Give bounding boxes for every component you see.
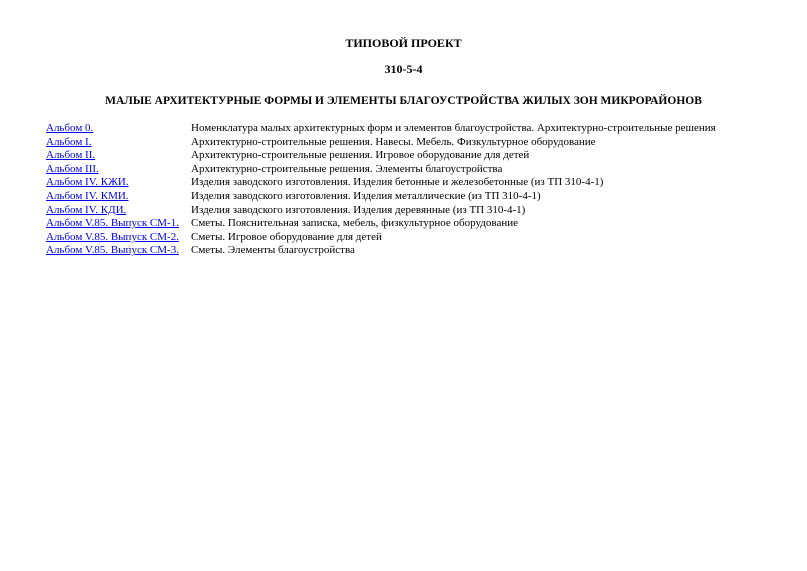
document-title: ТИПОВОЙ ПРОЕКТ [345, 36, 462, 50]
album-link[interactable]: Альбом I. [46, 135, 92, 148]
album-description: Изделия заводского изготовления. Изделия деревянные (из ТП 310-4-1) [191, 203, 526, 216]
list-item [46, 149, 786, 163]
album-description: Сметы. Пояснительная записка, мебель, физкультурное оборудование [191, 217, 518, 230]
album-link[interactable]: Альбом V.85. Выпуск СМ-2. [46, 230, 179, 243]
album-link[interactable]: Альбом IV. КМИ. [46, 189, 129, 202]
album-description: Изделия заводского изготовления. Изделия металлические (из ТП 310-4-1) [191, 189, 541, 202]
document-heading: МАЛЫЕ АРХИТЕКТУРНЫЕ ФОРМЫ И ЭЛЕМЕНТЫ БЛАГОУСТРОЙСТВА ЖИЛЫХ ЗОН МИКРОРАЙОНОВ [105, 95, 702, 107]
list-item [46, 204, 786, 218]
list-item [46, 190, 786, 204]
list-item [46, 217, 786, 231]
list-item [46, 163, 786, 177]
album-link[interactable]: Альбом IV. КЖИ. [46, 176, 129, 189]
album-description: Архитектурно-строительные решения. Навесы. Мебель. Физкультурное оборудование [191, 135, 596, 148]
album-link[interactable]: Альбом 0. [46, 122, 94, 134]
list-item [46, 136, 786, 150]
document-number: 310-5-4 [384, 62, 423, 76]
album-description: Архитектурно-строительные решения. Элементы благоустройства [191, 162, 503, 175]
album-link[interactable]: Альбом IV. КДИ. [46, 203, 127, 216]
list-item [46, 244, 786, 258]
album-link[interactable]: Альбом II. [46, 149, 96, 162]
album-link[interactable]: Альбом III. [46, 162, 99, 175]
album-link[interactable]: Альбом V.85. Выпуск СМ-1. [46, 217, 179, 230]
album-link[interactable]: Альбом V.85. Выпуск СМ-3. [46, 244, 179, 257]
list-item [46, 176, 786, 190]
album-contents-list [46, 122, 786, 258]
album-description: Изделия заводского изготовления. Изделия бетонные и железобетонные (из ТП 310-4-1) [191, 176, 604, 189]
list-item [46, 231, 786, 245]
list-item [46, 122, 786, 136]
album-description: Сметы. Игровое оборудование для детей [191, 230, 382, 243]
album-description: Номенклатура малых архитектурных форм и элементов благоустройства. Архитектурно-строительные решения [191, 122, 716, 134]
album-description: Архитектурно-строительные решения. Игровое оборудование для детей [191, 149, 530, 162]
album-description: Сметы. Элементы благоустройства [191, 244, 355, 257]
